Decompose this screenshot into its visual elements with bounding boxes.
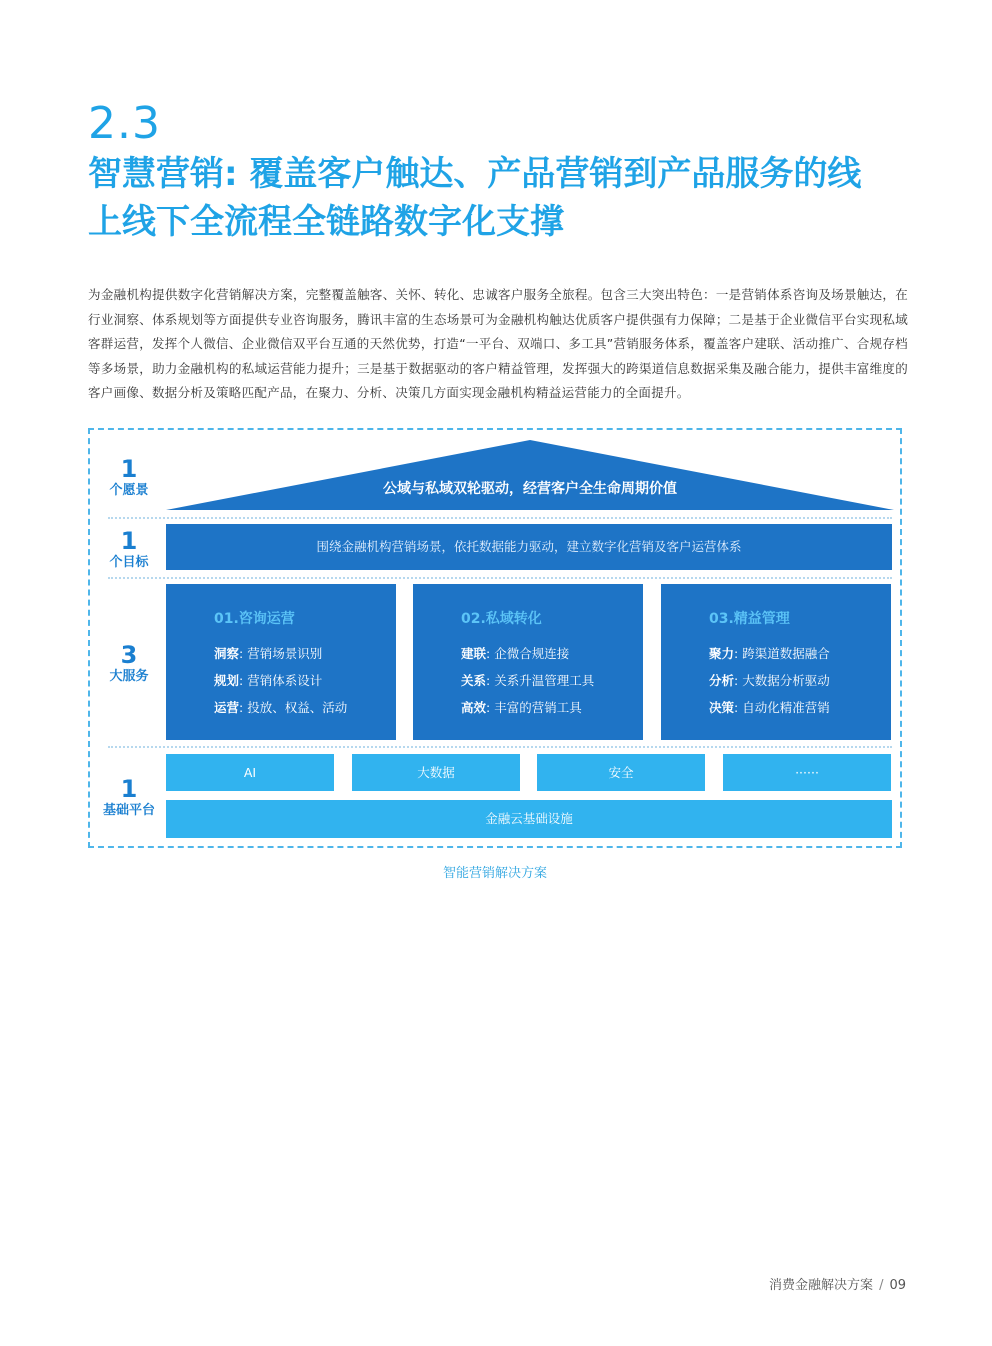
- service-key: 聚力: [709, 646, 735, 661]
- section-number: 2.3: [88, 98, 161, 149]
- service-line: [461, 694, 643, 721]
- service-value: : 自动化精准营销: [734, 700, 830, 715]
- row-label-services-text: 大服务: [109, 669, 149, 684]
- service-line: [709, 667, 891, 694]
- goal-bar: 围绕金融机构营销场景，依托数据能力驱动，建立数字化营销及客户运营体系: [166, 524, 892, 570]
- service-key: 运营: [214, 700, 240, 715]
- row-label-goal: [90, 528, 168, 572]
- infrastructure-bar: 金融云基础设施: [166, 800, 892, 838]
- service-value: : 投放、权益、活动: [239, 700, 348, 715]
- row-label-vision-number: 1: [120, 455, 138, 483]
- vision-roof-shape: [166, 440, 894, 510]
- row-label-platform: [90, 776, 168, 820]
- service-line: [709, 640, 891, 667]
- service-key: 洞察: [214, 646, 240, 661]
- service-line: [214, 667, 396, 694]
- row-label-services-number: 3: [120, 641, 138, 669]
- row-divider: [108, 577, 892, 579]
- tool-chip-more: ······: [723, 754, 891, 791]
- tool-chip-ai: AI: [166, 754, 334, 791]
- tool-chip-security: 安全: [537, 754, 705, 791]
- service-card-lean-management: [661, 584, 891, 740]
- service-value: : 关系升温管理工具: [486, 673, 595, 688]
- service-card-consulting: [166, 584, 396, 740]
- row-label-platform-number: 1: [120, 775, 138, 803]
- service-line: [709, 694, 891, 721]
- row-label-vision: [90, 456, 168, 500]
- service-line: [461, 667, 643, 694]
- intro-paragraph: 为金融机构提供数字化营销解决方案，完整覆盖触客、关怀、转化、忠诚客户服务全旅程。包含三大突出特色：一是营销体系咨询及场景触达，在行业洞察、体系规划等方面提供专业咨询服务，腾讯丰富的生态场景可为金融机构触达优质客户提供强有力保障；二是基于企业微信平台实现私域客群运营，发挥个人微信、企业微信双平台互通的天然优势，打造“一平台、双端口、多工具”营销服务体系，覆盖客户建联、活动推广、合规存档等多场景，助力金融机构的私域运营能力提升；三是基于数据驱动的客户精益管理，发挥强大的跨渠道信息数据采集及融合能力，提供丰富维度的客户画像、数据分析及策略匹配产品，在聚力、分析、决策几方面实现金融机构精益运营能力的全面提升。: [88, 287, 908, 400]
- service-value: : 企微合规连接: [486, 646, 570, 661]
- service-key: 规划: [214, 673, 240, 688]
- row-divider: [108, 746, 892, 748]
- service-value: : 丰富的营销工具: [486, 700, 582, 715]
- page-footer: [769, 1274, 906, 1293]
- footer-page-number: 09: [889, 1278, 906, 1293]
- tool-chip-big-data: 大数据: [352, 754, 520, 791]
- row-label-vision-text: 个愿景: [109, 483, 149, 498]
- row-label-platform-text: 基础平台: [102, 803, 155, 818]
- service-title: 01.咨询运营: [214, 611, 295, 627]
- footer-separator: /: [879, 1278, 884, 1293]
- section-title: [88, 150, 918, 246]
- vision-text: 公域与私域双轮驱动，经营客户全生命周期价值: [383, 481, 677, 497]
- footer-doc-title: 消费金融解决方案: [769, 1278, 874, 1293]
- row-divider: [108, 517, 892, 519]
- service-line: [214, 694, 396, 721]
- service-line: [214, 640, 396, 667]
- service-value: : 营销场景识别: [239, 646, 323, 661]
- row-label-services: [90, 642, 168, 686]
- row-label-goal-number: 1: [120, 527, 138, 555]
- service-line: [461, 640, 643, 667]
- service-value: : 营销体系设计: [239, 673, 323, 688]
- service-key: 高效: [461, 700, 487, 715]
- service-card-private-domain: [413, 584, 643, 740]
- service-title: 02.私域转化: [461, 611, 542, 627]
- section-title-line-1: 智慧营销: 覆盖客户触达、产品营销到产品服务的线: [88, 154, 862, 194]
- service-key: 决策: [709, 700, 735, 715]
- marketing-solution-diagram: [88, 428, 902, 848]
- service-value: : 大数据分析驱动: [734, 673, 830, 688]
- vision-roof: [166, 440, 894, 512]
- service-key: 建联: [461, 646, 487, 661]
- section-title-line-2: 上线下全流程全链路数字化支撑: [88, 202, 564, 242]
- diagram-caption: 智能营销解决方案: [442, 866, 547, 881]
- service-title: 03.精益管理: [709, 611, 790, 627]
- service-value: : 跨渠道数据融合: [734, 646, 830, 661]
- row-label-goal-text: 个目标: [109, 555, 149, 570]
- service-key: 分析: [709, 673, 735, 688]
- service-key: 关系: [461, 673, 487, 688]
